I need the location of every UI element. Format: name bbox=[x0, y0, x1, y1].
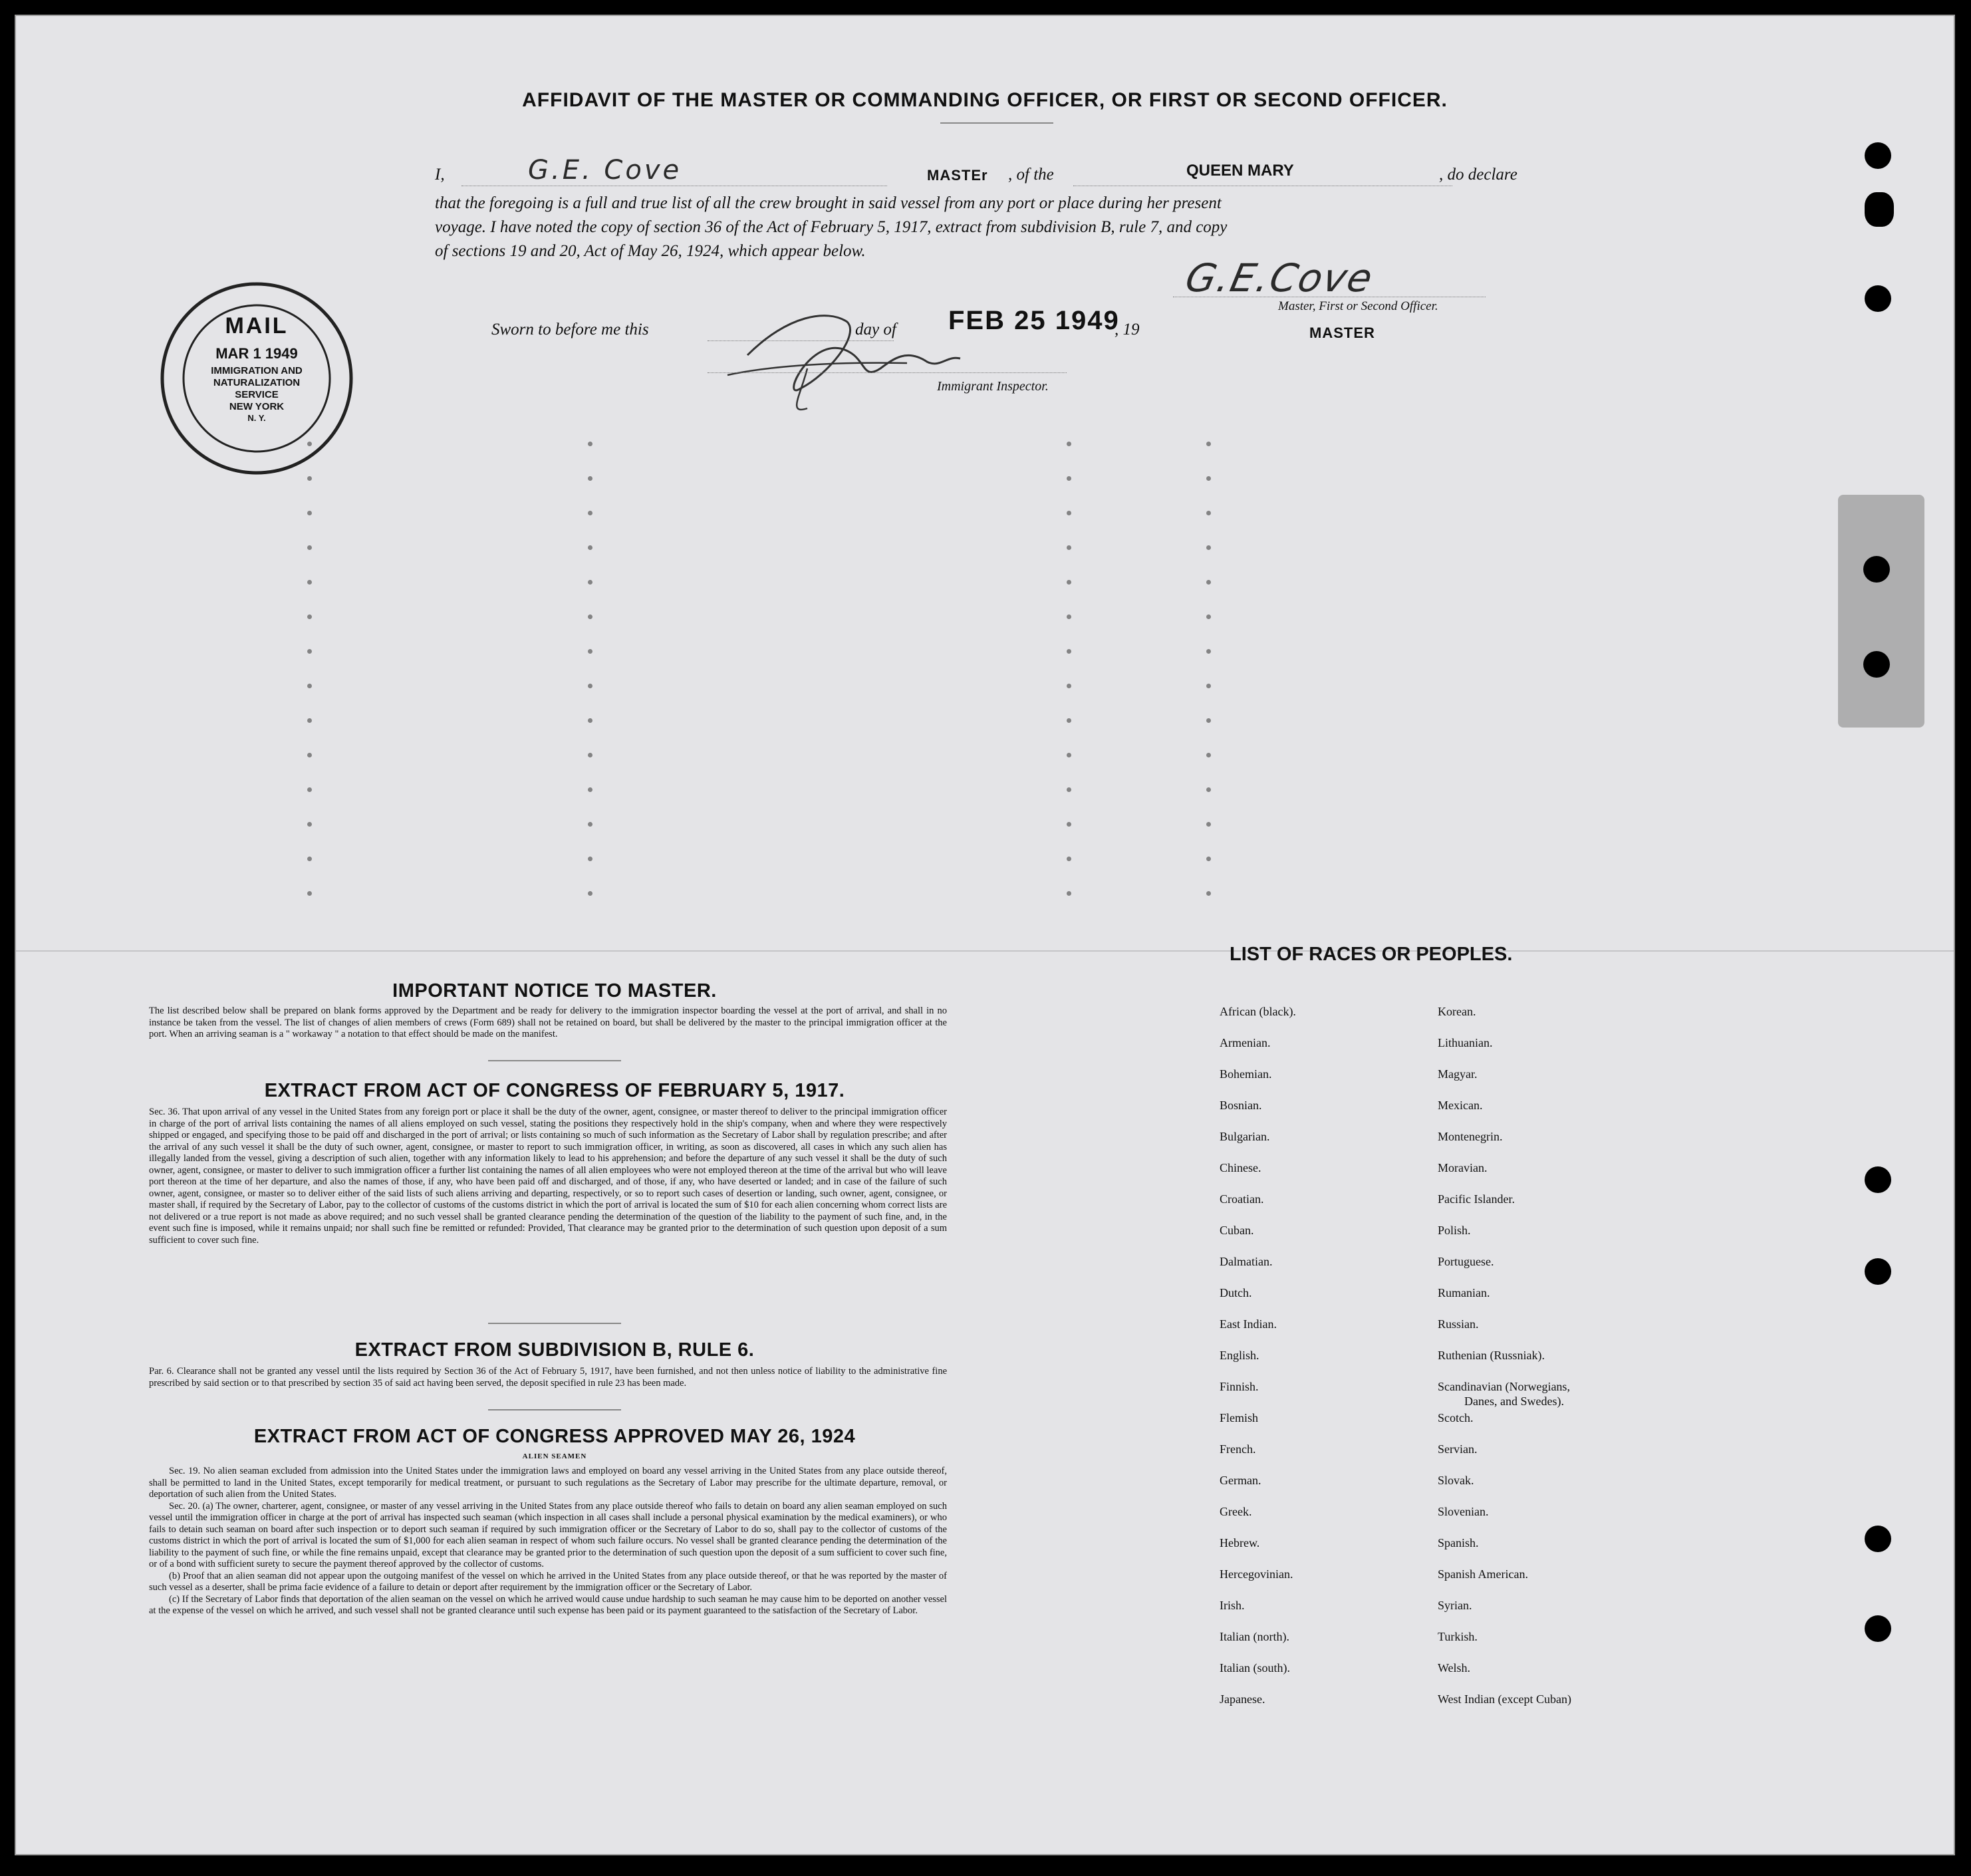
bleed-dot bbox=[588, 511, 592, 515]
race-item: Irish. bbox=[1220, 1599, 1245, 1612]
bleed-dot bbox=[1067, 649, 1071, 654]
stamp-line-2: NATURALIZATION bbox=[213, 377, 301, 388]
bleed-dot bbox=[588, 822, 592, 827]
bleed-dot bbox=[588, 442, 592, 446]
bleed-dot bbox=[588, 718, 592, 723]
bleed-dot bbox=[1206, 614, 1211, 619]
inspector-label: Immigrant Inspector. bbox=[937, 379, 1049, 394]
bleed-dot bbox=[588, 649, 592, 654]
binder-hole bbox=[1865, 1166, 1891, 1193]
bleed-dot bbox=[1067, 718, 1071, 723]
declaration-line-1 bbox=[435, 155, 1539, 188]
race-item: Polish. bbox=[1438, 1224, 1471, 1237]
race-item: Bulgarian. bbox=[1220, 1130, 1270, 1143]
bleed-dot bbox=[588, 684, 592, 688]
race-item: Greek. bbox=[1220, 1505, 1252, 1518]
sec-20c-text: (c) If the Secretary of Labor finds that deportation of the alien seaman on the vessel on which he arrived would cause undue hardship to such seaman he may cause him to be deported on another vessel at the expense of the vessel on which he arrived, and such vessel shall not be granted clearance until such expense has been paid or its payment guaranteed to the satisfaction of the Secretary of Labor. bbox=[149, 1593, 947, 1616]
bleed-dot bbox=[1067, 753, 1071, 757]
sec-20a-text: Sec. 20. (a) The owner, charterer, agent, consignee, or master of any vessel arriving in the United States from any place outside thereof who fails to detain on board any alien seaman employed on such vessel until the immigration officer in charge at the port of arrival has inspected such seaman (which inspection in all cases shall include a personal physical examination by the medical examiners), or who fails to detain such seaman on board after such inspection or to deport such seaman if required by such immigration officer or the Secretary of Labor to do so, shall pay to the collector of customs of the customs district in which the port of arrival is located the sum of $1,000 for each alien seaman in respect of whom such failure occurs. No vessel shall be granted clearance pending the determination of the liability to the payment of such fine, or while the fine remains unpaid, except that clearance may be granted prior to the determination of such question upon the deposit of a sum sufficient to cover such fine, or of a bond with sufficient surety to secure the payment thereof approved by the collector of customs. bbox=[149, 1500, 947, 1569]
bleed-dot bbox=[307, 787, 312, 792]
bleed-dot bbox=[307, 649, 312, 654]
races-left-column bbox=[1220, 1005, 1419, 1724]
race-item: Hercegovinian. bbox=[1220, 1567, 1293, 1581]
bleed-dot bbox=[588, 787, 592, 792]
race-item: Flemish bbox=[1220, 1411, 1259, 1424]
bleed-dot bbox=[1067, 857, 1071, 861]
race-item: Moravian. bbox=[1438, 1161, 1488, 1174]
subdivision-b-title: EXTRACT FROM SUBDIVISION B, RULE 6. bbox=[354, 1339, 755, 1361]
master-word: MASTEr bbox=[927, 167, 988, 184]
race-item: Scotch. bbox=[1438, 1411, 1474, 1424]
master-title-stamp: MASTER bbox=[1309, 325, 1375, 341]
bleed-dot bbox=[307, 857, 312, 861]
binder-hole bbox=[1865, 1615, 1891, 1642]
bleed-dot bbox=[307, 580, 312, 585]
race-item: Croatian. bbox=[1220, 1192, 1264, 1206]
race-item: African (black). bbox=[1220, 1005, 1296, 1018]
race-item-wrap bbox=[1438, 1380, 1677, 1411]
extract-1924-body bbox=[149, 1466, 947, 1617]
race-item: Lithuanian. bbox=[1438, 1036, 1493, 1049]
extract-1917-body: Sec. 36. That upon arrival of any vessel in the United States from any foreign port or place it shall be the duty of the owner, agent, consignee, or master thereof to deliver to the principal immigration officer in charge of the port of arrival lists containing the names of all aliens employed on such vessel, stating the positions they respectively hold in the ship's company, when and where they were respectively shipped or engaged, and specifying those to be paid off and discharged in the port of arrival; or lists containing so much of such information as the Secretary of Labor shall by regulation prescribe; and after the arrival of any such vessel it shall be the duty of such owner, agent, consignee, or master to report to such immigration officer, in writing, as soon as discovered, all cases in which any such alien has illegally landed from the vessel, giving a description of such alien, together with any information likely to lead to his apprehension; and before the departure of any such vessel it shall be the duty of such owner, agent, consignee, or master to deliver to such immigration officer a further list containing the names of all alien employees who were not employed thereon at the time of the arrival but who will leave port thereon at the time of her departure, and also the names of those, if any, who have been paid off and discharged, and of those, if any, who have deserted or landed; and in case of the failure of such owner, agent, consignee, or master so to deliver either of the said lists of such aliens arriving and departing, respectively, or so to report such cases of desertion or landing, such owner, agent, consignee, or master shall, if required by the Secretary of Labor, pay to the collector of customs of the customs district in which the port of arrival is located the sum of $10 for each alien concerning whom correct lists are not delivered or a true report is not made as above required; and no such vessel shall be granted clearance pending the determination of the question of the liability to the payment of such fine, and, in the event such fine is imposed, while it remains unpaid; nor shall such fine be remitted or refunded: Provided, That clearance may be granted prior to the determination of such question upon deposit of a sum sufficient to cover such fine. bbox=[149, 1107, 947, 1246]
stamp-line-4: NEW YORK bbox=[229, 401, 285, 412]
master-name-handwritten: G.E. Cove bbox=[528, 155, 682, 186]
race-item: Syrian. bbox=[1438, 1599, 1472, 1612]
declaration-line-2: that the foregoing is a full and true list of all the crew brought in said vessel from any port or place during her present bbox=[435, 194, 1222, 212]
master-signature: G.E.Cove bbox=[1181, 255, 1378, 301]
document-page bbox=[15, 15, 1955, 1855]
race-item: Cuban. bbox=[1220, 1224, 1254, 1237]
stamp-line-5: N. Y. bbox=[247, 413, 266, 423]
race-item: Montenegrin. bbox=[1438, 1130, 1503, 1143]
race-item: Russian. bbox=[1438, 1317, 1479, 1331]
races-right-column bbox=[1438, 1005, 1677, 1724]
race-item: Dalmatian. bbox=[1220, 1255, 1273, 1268]
race-item: German. bbox=[1220, 1474, 1261, 1487]
race-item: East Indian. bbox=[1220, 1317, 1277, 1331]
race-item: Dutch. bbox=[1220, 1286, 1252, 1299]
extract-1924-subtitle: ALIEN SEAMEN bbox=[522, 1452, 587, 1460]
race-item: Servian. bbox=[1438, 1442, 1478, 1456]
race-item: Pacific Islander. bbox=[1438, 1192, 1515, 1206]
binder-hole bbox=[1865, 1258, 1891, 1285]
race-item: West Indian (except Cuban) bbox=[1438, 1692, 1571, 1706]
bleed-dot bbox=[588, 580, 592, 585]
bleed-dot bbox=[588, 545, 592, 550]
bleed-dot bbox=[307, 476, 312, 481]
race-item: Bosnian. bbox=[1220, 1099, 1262, 1112]
race-item: Bohemian. bbox=[1220, 1067, 1272, 1081]
subdivision-b-divider bbox=[488, 1409, 621, 1410]
bleed-dot bbox=[1206, 787, 1211, 792]
bleed-dot bbox=[1067, 442, 1071, 446]
do-declare-text: , do declare bbox=[1439, 166, 1517, 184]
race-item: Korean. bbox=[1438, 1005, 1476, 1018]
bleed-dot bbox=[1206, 476, 1211, 481]
binder-hole bbox=[1865, 285, 1891, 312]
year-prefix: , 19 bbox=[1115, 321, 1140, 338]
bleed-dot bbox=[588, 476, 592, 481]
title-divider bbox=[940, 122, 1053, 124]
bleed-dot bbox=[1206, 684, 1211, 688]
stamp-line-3: SERVICE bbox=[235, 389, 279, 400]
vessel-name: QUEEN MARY bbox=[1186, 162, 1294, 180]
sec-19-text: Sec. 19. No alien seaman excluded from admission into the United States under the immigration laws and employed on board any vessel arriving in the United States from any place outside thereof, shall be permitted to land in the United States, except temporarily for medical treatment, or pursuant to such regulations as the Secretary of Labor may prescribe for the ultimate departure, removal, or deportation of such alien from the United States. bbox=[149, 1466, 947, 1500]
bleed-dot bbox=[1067, 511, 1071, 515]
binder-hole bbox=[1865, 142, 1891, 169]
extract-1917-title: EXTRACT FROM ACT OF CONGRESS OF FEBRUARY 5, 1917. bbox=[264, 1080, 845, 1101]
race-item: Italian (north). bbox=[1220, 1630, 1289, 1643]
bleed-dot bbox=[1067, 545, 1071, 550]
bleed-dot bbox=[588, 614, 592, 619]
sec-20b-text: (b) Proof that an alien seaman did not appear upon the outgoing manifest of the vessel on which he arrived in the United States from any place outside thereof, or that he was reported by the master of such vessel as a deserter, shall be prima facie evidence of a failure to detain or deport after requirement by the immigration officer or the Secretary of Labor. bbox=[149, 1570, 947, 1593]
race-item: Welsh. bbox=[1438, 1661, 1471, 1675]
race-item: Japanese. bbox=[1220, 1692, 1265, 1706]
race-item: English. bbox=[1220, 1349, 1259, 1362]
bleed-dot bbox=[307, 511, 312, 515]
binder-hole bbox=[1863, 556, 1890, 583]
race-item: Spanish. bbox=[1438, 1536, 1479, 1549]
bleed-dot bbox=[1206, 511, 1211, 515]
bleed-dot bbox=[1206, 857, 1211, 861]
bleed-dot bbox=[307, 442, 312, 446]
extract-1924-title: EXTRACT FROM ACT OF CONGRESS APPROVED MAY 26, 1924 bbox=[253, 1426, 856, 1447]
bleed-dot bbox=[1067, 580, 1071, 585]
bleed-dot bbox=[1206, 649, 1211, 654]
stamp-mail-word: MAIL bbox=[225, 313, 289, 338]
bleed-dot bbox=[307, 753, 312, 757]
binder-hole bbox=[1865, 192, 1894, 227]
race-item: Magyar. bbox=[1438, 1067, 1478, 1081]
inspector-line bbox=[708, 372, 1067, 373]
sworn-label: Sworn to before me this bbox=[491, 321, 649, 338]
binder-hole bbox=[1865, 1526, 1891, 1552]
bleed-dot bbox=[588, 891, 592, 896]
notice-divider bbox=[488, 1060, 621, 1061]
race-item: Scandinavian (Norwegians, bbox=[1438, 1380, 1570, 1393]
race-item: Turkish. bbox=[1438, 1630, 1478, 1643]
mail-received-stamp bbox=[157, 279, 356, 478]
bleed-dot bbox=[307, 891, 312, 896]
bleed-dot bbox=[588, 753, 592, 757]
binder-hole bbox=[1863, 651, 1890, 678]
bleed-dot bbox=[307, 822, 312, 827]
subdivision-b-body: Par. 6. Clearance shall not be granted any vessel until the lists required by Section 36 of the Act of February 5, 1917, have been furnished, and not then unless notice of liability to the administrative fine prescribed by said section or to that prescribed by section 35 of said act having been served, the deposit specified in rule 23 has been made. bbox=[149, 1366, 947, 1389]
race-item: Slovak. bbox=[1438, 1474, 1474, 1487]
affidavit-title: AFFIDAVIT OF THE MASTER OR COMMANDING OFFICER, OR FIRST OR SECOND OFFICER. bbox=[522, 89, 1448, 111]
bleed-dot bbox=[1206, 891, 1211, 896]
race-item: Finnish. bbox=[1220, 1380, 1259, 1393]
stamp-date: MAR 1 1949 bbox=[215, 345, 298, 362]
race-item: Armenian. bbox=[1220, 1036, 1271, 1049]
officer-label: Master, First or Second Officer. bbox=[1278, 299, 1438, 313]
notice-title: IMPORTANT NOTICE TO MASTER. bbox=[392, 980, 717, 1002]
bleed-dot bbox=[1206, 822, 1211, 827]
bleed-dot bbox=[1206, 442, 1211, 446]
bleed-dot bbox=[307, 545, 312, 550]
race-item: Italian (south). bbox=[1220, 1661, 1290, 1675]
bleed-dot bbox=[1206, 753, 1211, 757]
inspector-signature bbox=[708, 302, 987, 422]
extract-1917-divider bbox=[488, 1323, 621, 1324]
bleed-dot bbox=[1067, 476, 1071, 481]
tape-residue bbox=[1838, 495, 1924, 728]
notice-body: The list described below shall be prepared on blank forms approved by the Department and be ready for delivery to the immigration inspector boarding the vessel at the port of arrival, and shall in no instance be taken from the vessel. The list of changes of alien members of crews (Form 689) shall not be retained on board, but shall be delivered by the master to the principal immigration officer at the port. When an arriving seaman is a " workaway " a notation to that effect should be made on the manifest. bbox=[149, 1005, 947, 1039]
declaration-line-4: of sections 19 and 20, Act of May 26, 1924, which appear below. bbox=[435, 242, 866, 260]
bleed-dot bbox=[1067, 891, 1071, 896]
bleed-dot bbox=[588, 857, 592, 861]
of-the-text: , of the bbox=[1008, 166, 1054, 184]
race-item: Slovenian. bbox=[1438, 1505, 1489, 1518]
bleed-dot bbox=[1206, 718, 1211, 723]
race-item: Rumanian. bbox=[1438, 1286, 1490, 1299]
bleed-dot bbox=[1206, 545, 1211, 550]
race-item: Portuguese. bbox=[1438, 1255, 1494, 1268]
i-word: I, bbox=[435, 166, 445, 184]
race-item: Mexican. bbox=[1438, 1099, 1483, 1112]
sworn-date-stamp: FEB 25 1949 bbox=[948, 306, 1120, 335]
declaration-line-3: voyage. I have noted the copy of section 36 of the Act of February 5, 1917, extract from subdivision B, rule 7, and copy bbox=[435, 218, 1228, 236]
page-crease bbox=[16, 950, 1954, 952]
bleed-dot bbox=[307, 684, 312, 688]
race-item-continuation: Danes, and Swedes). bbox=[1464, 1395, 1564, 1408]
race-item: Hebrew. bbox=[1220, 1536, 1260, 1549]
bleed-dot bbox=[1067, 684, 1071, 688]
bleed-dot bbox=[1067, 822, 1071, 827]
race-item: Spanish American. bbox=[1438, 1567, 1528, 1581]
bleed-dot bbox=[307, 718, 312, 723]
race-item: French. bbox=[1220, 1442, 1256, 1456]
bleed-dot bbox=[1206, 580, 1211, 585]
day-of-text: day of bbox=[855, 321, 896, 338]
race-item: Ruthenian (Russniak). bbox=[1438, 1349, 1545, 1362]
stamp-line-1: IMMIGRATION AND bbox=[211, 365, 303, 376]
bleed-dot bbox=[1067, 614, 1071, 619]
race-item: Chinese. bbox=[1220, 1161, 1261, 1174]
bleed-dot bbox=[1067, 787, 1071, 792]
bleed-dot bbox=[307, 614, 312, 619]
races-title: LIST OF RACES OR PEOPLES. bbox=[1230, 944, 1513, 965]
